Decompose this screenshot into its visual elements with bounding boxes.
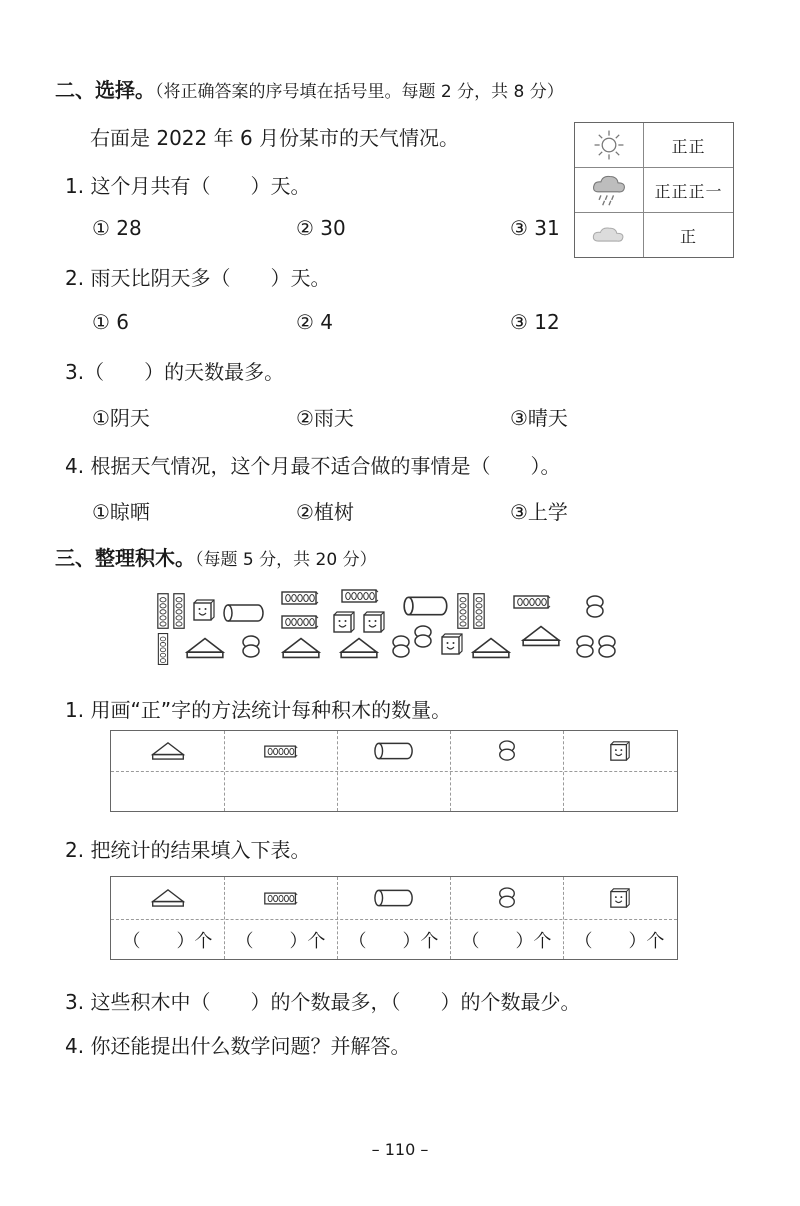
cuboid-block-icon (514, 596, 550, 608)
count-cell-circles[interactable]: （ ）个 (461, 930, 552, 952)
cuboid-block-icon (174, 594, 184, 629)
s3-question-2: 2. 把统计的结果填入下表。 (65, 838, 311, 862)
question-2: 2. 雨天比阴天多（ ）天。 (65, 266, 331, 290)
stacked-circles-icon (393, 636, 409, 657)
tally-table (110, 730, 678, 812)
cube-face-icon (442, 634, 462, 654)
stacked-circles-icon (599, 636, 615, 657)
stacked-circles-icon (587, 596, 603, 617)
count-cell-cuboid[interactable]: （ ）个 (235, 930, 326, 952)
q1-option-3[interactable]: ③ 31 (510, 216, 560, 240)
q1-option-2[interactable]: ② 30 (296, 216, 346, 240)
cube-face-icon (563, 877, 676, 919)
tally-cell-triangle[interactable] (111, 772, 224, 811)
tally-cell-circles[interactable] (450, 772, 563, 811)
section3-title: 三、整理积木。 (55, 546, 195, 570)
cuboid-block-icon (224, 731, 337, 771)
stacked-circles-icon (415, 626, 431, 647)
stacked-circles-icon (243, 636, 259, 657)
cuboid-block-icon (458, 594, 468, 629)
cloud-icon (575, 213, 643, 257)
page-number: – 110 – (371, 1140, 429, 1159)
stacked-circles-icon (450, 877, 563, 919)
triangle-prism-icon (111, 877, 224, 919)
q3-option-1[interactable]: ①阴天 (92, 406, 150, 430)
triangle-prism-icon (523, 627, 559, 646)
tally-sunny: 正正 (671, 136, 706, 156)
q1-option-1[interactable]: ① 28 (92, 216, 142, 240)
cuboid-block-icon (224, 877, 337, 919)
stacked-circles-icon (577, 636, 593, 657)
blocks-illustration (150, 588, 650, 668)
triangle-prism-icon (111, 731, 224, 771)
sun-icon (575, 123, 643, 167)
cylinder-icon (337, 877, 450, 919)
q2-option-3[interactable]: ③ 12 (510, 310, 560, 334)
q3-option-2[interactable]: ②雨天 (296, 406, 354, 430)
q3-option-3[interactable]: ③晴天 (510, 406, 568, 430)
q4-option-3[interactable]: ③上学 (510, 500, 568, 524)
cylinder-icon (404, 597, 447, 614)
tally-rainy: 正正正一 (654, 181, 723, 201)
q2-option-1[interactable]: ① 6 (92, 310, 130, 334)
weather-table (574, 122, 734, 258)
cube-face-icon (364, 612, 384, 632)
cuboid-block-icon (158, 594, 168, 629)
cuboid-block-icon (282, 616, 318, 628)
tally-cell-cube[interactable] (563, 772, 676, 811)
q2-option-2[interactable]: ② 4 (296, 310, 334, 334)
triangle-prism-icon (283, 639, 319, 658)
section2-heading (55, 74, 564, 103)
section3-note: （每题 5 分，共 20 分） (195, 550, 377, 570)
s3-question-1: 1. 用画“正”字的方法统计每种积木的数量。 (65, 698, 452, 722)
cuboid-block-icon (282, 592, 318, 604)
cuboid-block-icon (158, 634, 167, 665)
count-table (110, 876, 678, 960)
stacked-circles-icon (450, 731, 563, 771)
count-cell-cylinder[interactable]: （ ）个 (348, 930, 439, 952)
section2-note: （将正确答案的序号填在括号里。每题 2 分，共 8 分） (155, 82, 564, 102)
q4-option-1[interactable]: ①晾晒 (92, 500, 150, 524)
section2-title: 二、选择。 (55, 78, 155, 102)
cube-face-icon (194, 600, 214, 620)
triangle-prism-icon (187, 639, 223, 658)
question-1: 1. 这个月共有（ ）天。 (65, 174, 311, 198)
tally-cell-cuboid[interactable] (224, 772, 337, 811)
q4-option-2[interactable]: ②植树 (296, 500, 354, 524)
section2-intro: 右面是 2022 年 6 月份某市的天气情况。 (90, 126, 460, 150)
tally-cloudy: 正 (679, 226, 697, 246)
tally-cell-cylinder[interactable] (337, 772, 450, 811)
cube-face-icon (563, 731, 676, 771)
cuboid-block-icon (474, 594, 484, 629)
question-3: 3.（ ）的天数最多。 (65, 360, 285, 384)
question-4: 4. 根据天气情况，这个月最不适合做的事情是（ ）。 (65, 454, 561, 478)
cylinder-icon (337, 731, 450, 771)
s3-question-4: 4. 你还能提出什么数学问题？并解答。 (65, 1034, 411, 1058)
cylinder-icon (224, 605, 263, 621)
rain-cloud-icon (575, 168, 643, 212)
section3-heading (55, 542, 377, 571)
triangle-prism-icon (473, 639, 509, 658)
count-cell-cube[interactable]: （ ）个 (574, 930, 665, 952)
triangle-prism-icon (341, 639, 377, 658)
s3-question-3: 3. 这些积木中（ ）的个数最多，（ ）的个数最少。 (65, 990, 581, 1014)
cuboid-block-icon (342, 590, 378, 602)
count-cell-triangle[interactable]: （ ）个 (122, 930, 213, 952)
cube-face-icon (334, 612, 354, 632)
